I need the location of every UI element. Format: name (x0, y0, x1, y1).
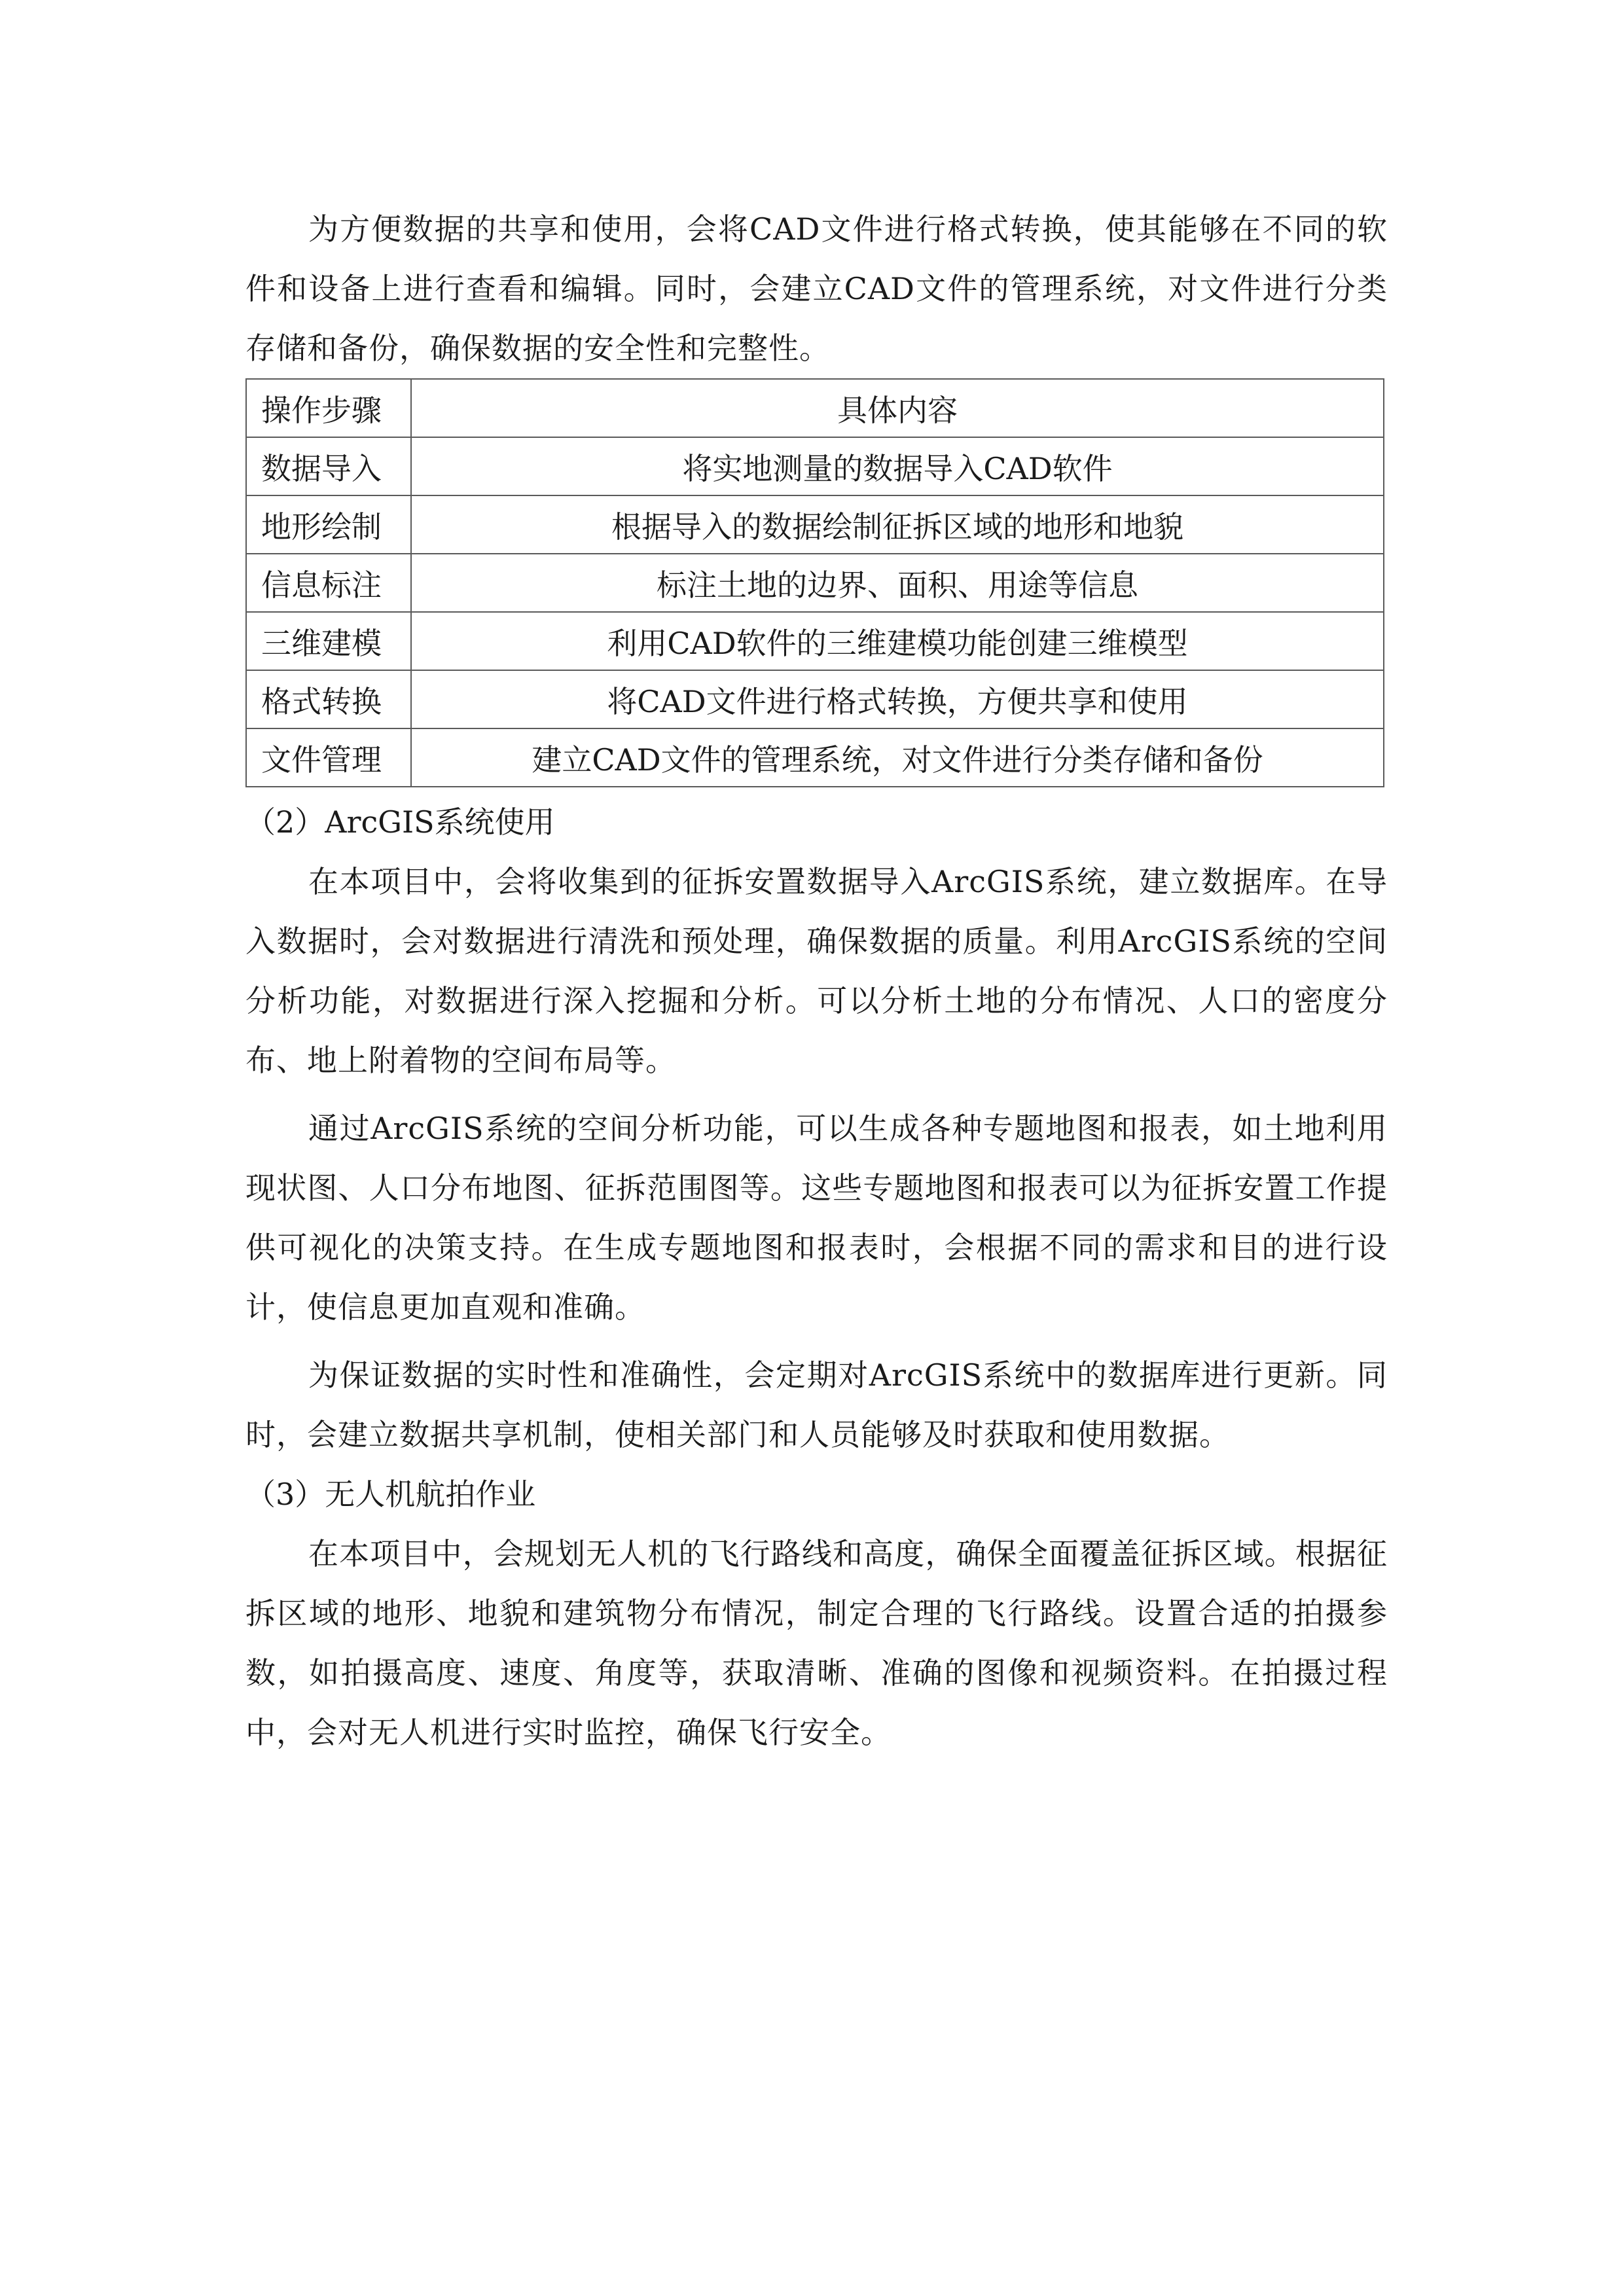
table-header-row (246, 379, 1384, 437)
table-cell-content: 将CAD文件进行格式转换，方便共享和使用 (411, 670, 1384, 728)
table-header-content: 具体内容 (411, 379, 1384, 437)
table-header-step: 操作步骤 (246, 379, 411, 437)
table-row (246, 670, 1384, 728)
table-cell-step: 地形绘制 (246, 495, 411, 554)
arcgis-paragraph-2: 通过ArcGIS系统的空间分析功能，可以生成各种专题地图和报表，如土地利用现状图、人口分布地图、征拆范围图等。这些专题地图和报表可以为征拆安置工作提供可视化的决策支持。在生成专题地图和报表时，会根据不同的需求和目的进行设计，使信息更加直观和准确。 (245, 1111, 1388, 1325)
arcgis-paragraph-1: 在本项目中，会将收集到的征拆安置数据导入ArcGIS系统，建立数据库。在导入数据时，会对数据进行清洗和预处理，确保数据的质量。利用ArcGIS系统的空间分析功能，对数据进行深入挖掘和分析。可以分析土地的分布情况、人口的密度分布、地上附着物的空间布局等。 (245, 864, 1388, 1078)
table-row (246, 495, 1384, 554)
table-cell-step: 数据导入 (246, 437, 411, 495)
section-heading-arcgis: （2）ArcGIS系统使用 (245, 804, 555, 840)
table-cell-step: 三维建模 (246, 612, 411, 670)
table-cell-step: 格式转换 (246, 670, 411, 728)
arcgis-paragraph-3: 为保证数据的实时性和准确性，会定期对ArcGIS系统中的数据库进行更新。同时，会建立数据共享机制，使相关部门和人员能够及时获取和使用数据。 (245, 1357, 1388, 1452)
table-cell-step: 文件管理 (246, 728, 411, 787)
table-row (246, 437, 1384, 495)
table-row (246, 554, 1384, 612)
table-cell-content: 利用CAD软件的三维建模功能创建三维模型 (411, 612, 1384, 670)
table-cell-step: 信息标注 (246, 554, 411, 612)
drone-paragraph-1: 在本项目中，会规划无人机的飞行路线和高度，确保全面覆盖征拆区域。根据征拆区域的地形、地貌和建筑物分布情况，制定合理的飞行路线。设置合适的拍摄参数，如拍摄高度、速度、角度等，获取清晰、准确的图像和视频资料。在拍摄过程中，会对无人机进行实时监控，确保飞行安全。 (245, 1536, 1388, 1750)
table-cell-content: 标注土地的边界、面积、用途等信息 (411, 554, 1384, 612)
table-cell-content: 根据导入的数据绘制征拆区域的地形和地貌 (411, 495, 1384, 554)
intro-paragraph: 为方便数据的共享和使用，会将CAD文件进行格式转换，使其能够在不同的软件和设备上进行查看和编辑。同时，会建立CAD文件的管理系统，对文件进行分类存储和备份，确保数据的安全性和完整性。 (245, 211, 1388, 366)
table-row (246, 612, 1384, 670)
table-cell-content: 将实地测量的数据导入CAD软件 (411, 437, 1384, 495)
section-heading-drone: （3）无人机航拍作业 (245, 1477, 536, 1512)
table-row (246, 728, 1384, 787)
table-cell-content: 建立CAD文件的管理系统，对文件进行分类存储和备份 (411, 728, 1384, 787)
cad-steps-table (245, 378, 1384, 787)
document-body (245, 200, 1388, 1763)
